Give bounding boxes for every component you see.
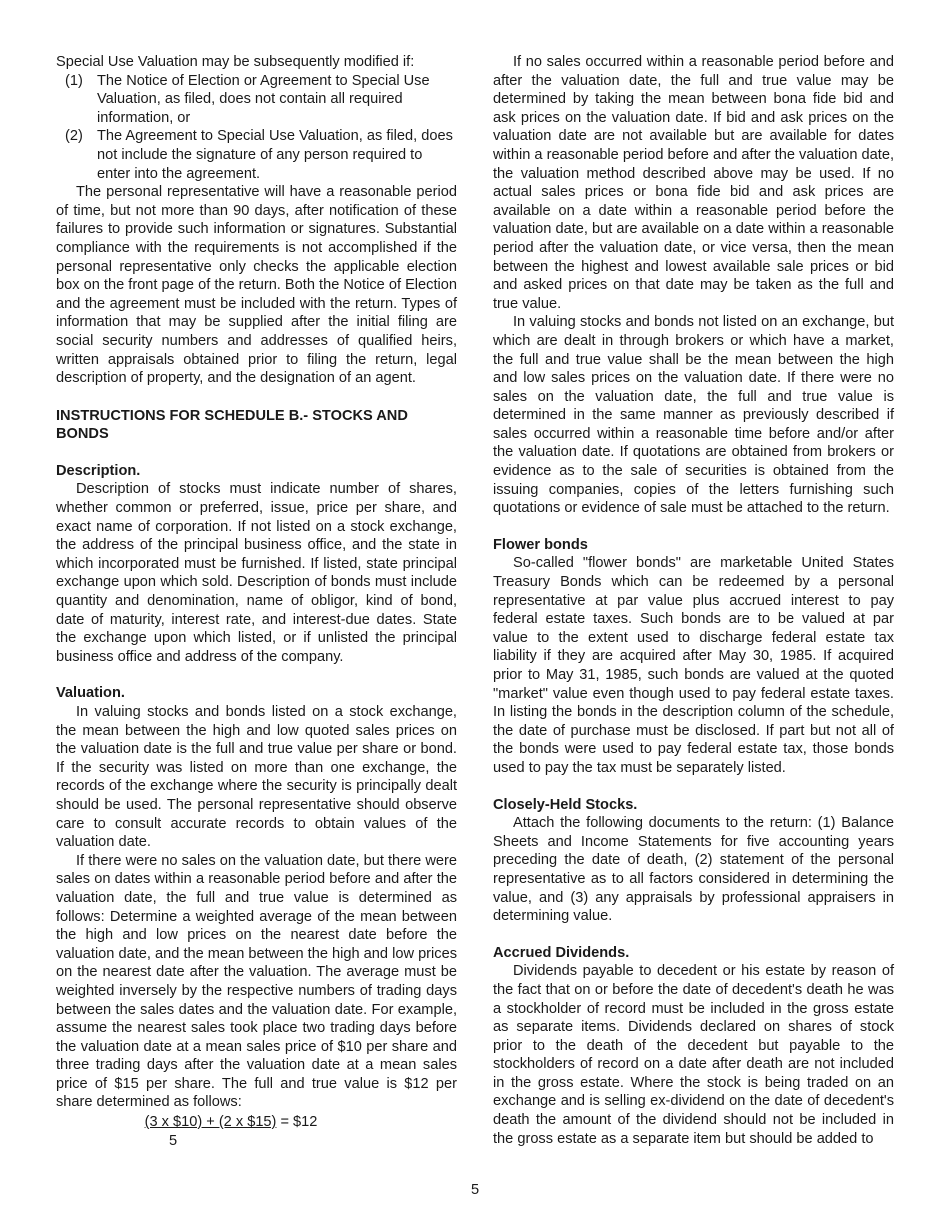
right-column [493,53,894,1148]
unlisted-stocks-paragraph: In valuing stocks and bonds not listed on an exchange, but which are dealt in through brokers or which have a market, the full and true value shall be the mean between the high and low sales prices on the valuation date. If there were no sales on the valuation date, the full and true value is determined in the same manner as previously described if sales occurred within a reasonable time before and/or after the valuation date. If quotations are obtained from brokers or evidence as to the sale of securities is obtained from the issuing companies, copies of the letters furnishing such quotations or evidence of sale must be attached to the return. [493,314,894,517]
description-heading: Description. [56,462,141,479]
flower-bonds-heading: Flower bonds [493,536,588,553]
list-item-text: The Notice of Election or Agreement to Special Use Valuation, as filed, does not contain all required information, or [97,72,430,126]
page-number: 5 [470,1182,480,1198]
accrued-dividends-paragraph: Dividends payable to decedent or his estate by reason of the fact that on or before the date of decedent's death he was a stockholder of record must be included in the gross estate as separate items. Dividends declared on shares of stock prior to the death of the decedent but payable to the stockholders of record on a date after death are not included in the gross estate. Where the stock is being traded on an exchange and is selling ex-dividend on the date of decedent's death the amount of the dividend should not be included in the gross estate as a separate item but should be added to [493,963,894,1147]
personal-representative-paragraph: The personal representative will have a reasonable period of time, but not more than 90 days, after notification of these failures to provide such information or signatures. Substantial compliance with the requirements is not accomplished if the personal representative only checks the applicable election box on the front page of the return. Both the Notice of Election and the agreement must be included with the return. Types of information that may be supplied after the initial filing are social security numbers and addresses of qualified heirs, written appraisals obtained prior to filing the return, legal description of property, and the designation of an agent. [56,184,457,387]
list-item [56,127,457,183]
modification-list [56,72,457,184]
flower-bonds-paragraph: So-called "flower bonds" are marketable United States Treasury Bonds which can be redeemed by a personal representative at par value plus accrued interest to pay federal estate taxes. Such bonds are to be valued at par value to the extent used to discharge federal estate tax liability if they are acquired after May 30, 1985. If acquired prior to May 31, 1985, such bonds are valued at the quoted "market" value even though used to pay federal estate taxes. In listing the bonds in the description column of the schedule, the date of purchase must be disclosed. If part but not all of the bonds were used to pay federal estate tax, those bonds used to pay the tax must be separately listed. [493,555,894,776]
formula-denominator: 5 [168,1132,178,1149]
closely-held-heading: Closely-Held Stocks. [493,796,638,813]
accrued-dividends-heading: Accrued Dividends. [493,944,630,961]
schedule-b-heading: INSTRUCTIONS FOR SCHEDULE B.- STOCKS AND BONDS [56,407,408,443]
closely-held-paragraph: Attach the following documents to the return: (1) Balance Sheets and Income Statements for five accounting years preceding the date of death, (2) statement of the personal representative as to all factors considered in determining the value, and (3) any appraisals by professional appraisers in determining value. [493,815,894,925]
list-item-number: (2) [65,128,83,145]
valuation-heading: Valuation. [56,685,125,702]
special-use-intro: Special Use Valuation may be subsequently modified if: [56,54,415,70]
formula-numerator: (3 x $10) + (2 x $15) [144,1114,277,1131]
formula-result: = $12 [276,1114,318,1131]
weighted-average-formula [56,1113,406,1150]
no-sales-paragraph: If no sales occurred within a reasonable period before and after the valuation date, the full and true value may be determined by taking the mean between bona fide bid and ask prices on the valuation date. If bid and ask prices on the valuation date are not available but are available for dates within a reasonable period before and after the valuation date, the valuation method described above may be used. If no actual sales prices or bona fide bid and ask prices are available on a date within a reasonable period before the valuation date, but are available on a date within a reasonable period after the valuation date, or vice versa, then the mean between the highest and lowest available sale prices or bid and asked prices on that date may be taken as the full and true value. [493,54,894,312]
valuation-paragraph-2: If there were no sales on the valuation date, but there were sales on dates within a reasonable period before and after the valuation date, the full and true value is determined as follows: Determine a weighted average of the mean between the high and low prices on the nearest date before the valuation date, and the mean between the high and low prices on the nearest date after the valuation. The average must be weighted inversely by the respective numbers of trading days between the sales dates and the valuation date. For example, assume the nearest sales took place two trading days before the valuation date at a mean sales price of $10 per share and three trading days after the valuation date at a mean sales price of $15 per share. The full and true value is $12 per share determined as follows: [56,852,457,1111]
list-item-text: The Agreement to Special Use Valuation, as filed, does not include the signature of any person required to enter into the agreement. [97,128,453,182]
description-paragraph: Description of stocks must indicate number of shares, whether common or preferred, issue, price per share, and exact name of corporation. If not listed on a stock exchange, the address of the principal business office, and the state in which incorporated must be furnished. If listed, state principal exchange upon which sold. Description of bonds must include quantity and denomination, name of obligor, kind of bond, date of maturity, interest rate, and interest-due dates. State the exchange upon which listed, or if unlisted the principal business office and address of the company. [56,481,457,665]
list-item-number: (1) [65,72,83,89]
list-item [56,72,457,128]
valuation-paragraph-1: In valuing stocks and bonds listed on a stock exchange, the mean between the high and low quoted sales prices on the valuation date is the full and true value per share or bond. If the security was listed on more than one exchange, the records of the exchange where the security is principally dealt should be used. The personal representative should observe care to consult accurate records to obtain values of the valuation date. [56,704,457,851]
left-column [56,53,457,1150]
formula-numerator-line [56,1113,406,1132]
